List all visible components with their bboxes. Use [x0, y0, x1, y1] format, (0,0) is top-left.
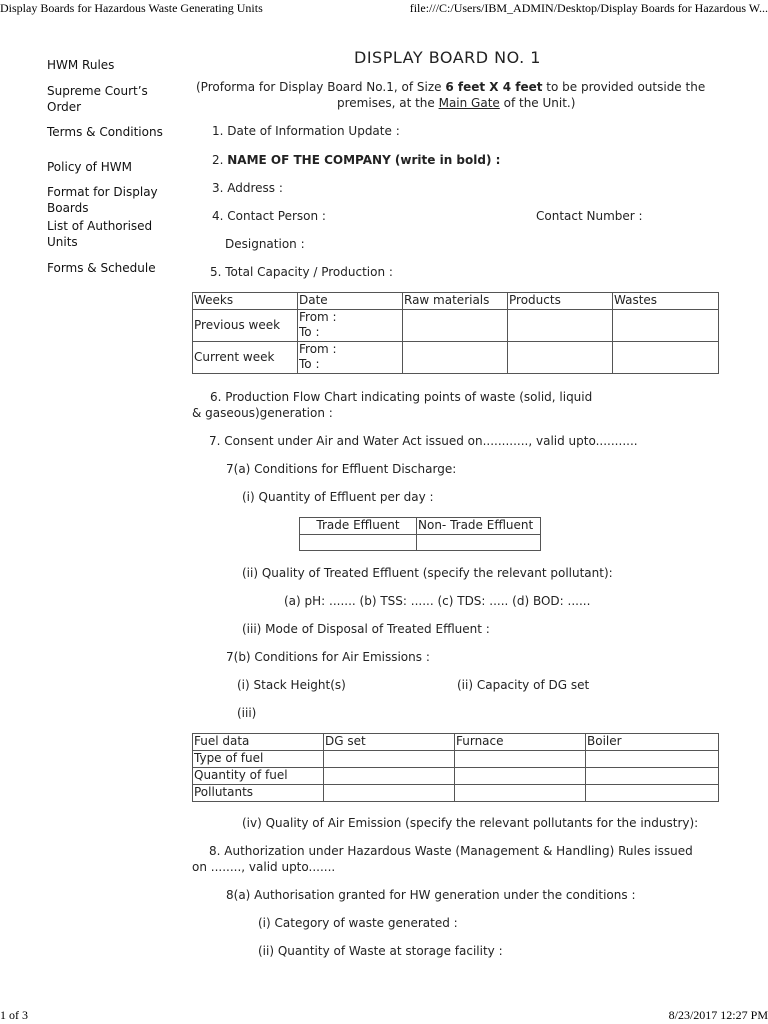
proforma-pre: (Proforma for Display Board No.1, of Size [196, 80, 446, 94]
empty-cell[interactable] [403, 342, 508, 374]
item-1-date-update: 1. Date of Information Update : [212, 124, 400, 138]
print-footer-page: 1 of 3 [0, 1008, 28, 1022]
print-footer-datetime: 8/23/2017 12:27 PM [668, 1008, 768, 1022]
col-header-products: Products [508, 293, 613, 310]
sidebar-item-authorised-units[interactable]: List of Authorised Units [47, 219, 153, 249]
date-cell [298, 310, 403, 342]
col-header-trade-effluent: Trade Effluent [300, 518, 417, 535]
table-header-row [193, 293, 719, 310]
item-7a-ii-effluent-quality: (ii) Quality of Treated Effluent (specify the relevant pollutant): [242, 566, 613, 580]
col-header-fuel-data: Fuel data [193, 734, 324, 751]
page-title: DISPLAY BOARD NO. 1 [354, 48, 541, 67]
proforma-size: 6 feet X 4 feet [445, 80, 543, 94]
proforma-line-1 [196, 80, 705, 94]
proforma-post: to be provided outside the [542, 80, 706, 94]
item-2-company-name [212, 153, 500, 167]
empty-cell[interactable] [324, 751, 455, 768]
item-3-address: 3. Address : [212, 181, 283, 195]
item-8-authorization-line-1: 8. Authorization under Hazardous Waste (Management & Handling) Rules issued [209, 844, 693, 858]
to-label: To : [299, 357, 320, 371]
table-row [300, 535, 541, 551]
proforma-line2-post: of the Unit.) [499, 96, 576, 110]
item-8a-ii-waste-quantity: (ii) Quantity of Waste at storage facility : [258, 944, 503, 958]
item-7b-ii-dg-capacity: (ii) Capacity of DG set [457, 678, 590, 692]
proforma-line-2 [337, 96, 575, 110]
row-label-pollutants: Pollutants [193, 785, 324, 802]
item-8-authorization-line-2: on ........, valid upto....... [192, 860, 336, 874]
empty-cell[interactable] [586, 768, 719, 785]
proforma-line2-pre: premises, at the [337, 96, 439, 110]
item-7b-iii: (iii) [237, 706, 257, 720]
empty-cell[interactable] [586, 785, 719, 802]
item-8a-hw-authorisation: 8(a) Authorisation granted for HW generation under the conditions : [226, 888, 636, 902]
print-header-title: Display Boards for Hazardous Waste Generating Units [0, 1, 263, 15]
item-8a-i-waste-category: (i) Category of waste generated : [258, 916, 458, 930]
item-7b-air-emissions: 7(b) Conditions for Air Emissions : [226, 650, 430, 664]
item-7b-iv-air-quality: (iv) Quality of Air Emission (specify the relevant pollutants for the industry): [242, 816, 699, 830]
effluent-parameters: (a) pH: ....... (b) TSS: ...... (c) TDS: ..... (d) BOD: ...... [284, 594, 591, 608]
week-cell: Previous week [193, 310, 298, 342]
empty-cell[interactable] [324, 785, 455, 802]
table-row [193, 785, 719, 802]
print-header-url: file:///C:/Users/IBM_ADMIN/Desktop/Display Boards for Hazardous W... [409, 1, 768, 15]
col-header-boiler: Boiler [586, 734, 719, 751]
item-7a-iii-disposal-mode: (iii) Mode of Disposal of Treated Effluent : [242, 622, 490, 636]
from-label: From : [299, 342, 337, 356]
contact-number-label: Contact Number : [536, 209, 643, 223]
item-2-number: 2. [212, 153, 228, 167]
item-5-capacity: 5. Total Capacity / Production : [210, 265, 393, 279]
item-7-consent: 7. Consent under Air and Water Act issued on............, valid upto........... [209, 434, 638, 448]
item-7b-i-stack-height: (i) Stack Height(s) [237, 678, 346, 692]
empty-cell[interactable] [455, 785, 586, 802]
from-label: From : [299, 310, 337, 324]
effluent-table [299, 517, 541, 551]
item-7a-effluent-discharge: 7(a) Conditions for Effluent Discharge: [226, 462, 457, 476]
sidebar-item-policy-of-hwm[interactable]: Policy of HWM [47, 160, 132, 174]
row-label-type-of-fuel: Type of fuel [193, 751, 324, 768]
sidebar-item-terms-conditions[interactable]: Terms & Conditions [47, 125, 163, 139]
to-label: To : [299, 325, 320, 339]
empty-cell[interactable] [508, 342, 613, 374]
empty-cell[interactable] [403, 310, 508, 342]
empty-cell[interactable] [455, 768, 586, 785]
designation-label: Designation : [225, 237, 305, 251]
fuel-data-table [192, 733, 719, 802]
item-2-label: NAME OF THE COMPANY (write in bold) : [227, 153, 501, 167]
empty-cell[interactable] [417, 535, 541, 551]
col-header-non-trade-effluent: Non- Trade Effluent [417, 518, 541, 535]
table-row [193, 310, 719, 342]
week-cell: Current week [193, 342, 298, 374]
item-7a-i-effluent-quantity: (i) Quantity of Effluent per day : [242, 490, 434, 504]
item-6-flow-chart-line-1: 6. Production Flow Chart indicating points of waste (solid, liquid [210, 390, 593, 404]
empty-cell[interactable] [300, 535, 417, 551]
col-header-raw-materials: Raw materials [403, 293, 508, 310]
table-header-row [193, 734, 719, 751]
col-header-wastes: Wastes [613, 293, 719, 310]
sidebar-item-format-display-boards[interactable]: Format for Display Boards [47, 185, 158, 215]
table-row [193, 342, 719, 374]
col-header-date: Date [298, 293, 403, 310]
empty-cell[interactable] [613, 342, 719, 374]
item-6-flow-chart-line-2: & gaseous)generation : [192, 406, 333, 420]
sidebar-item-supreme-court-order[interactable]: Supreme Court’s Order [47, 84, 148, 114]
date-cell [298, 342, 403, 374]
col-header-dg-set: DG set [324, 734, 455, 751]
production-table [192, 292, 719, 374]
item-4-contact-person: 4. Contact Person : [212, 209, 326, 223]
empty-cell[interactable] [508, 310, 613, 342]
empty-cell[interactable] [455, 751, 586, 768]
row-label-quantity-of-fuel: Quantity of fuel [193, 768, 324, 785]
empty-cell[interactable] [586, 751, 719, 768]
col-header-weeks: Weeks [193, 293, 298, 310]
table-row [193, 751, 719, 768]
main-gate-text: Main Gate [438, 96, 500, 110]
table-header-row [300, 518, 541, 535]
table-row [193, 768, 719, 785]
sidebar-item-hwm-rules[interactable]: HWM Rules [47, 58, 115, 72]
empty-cell[interactable] [324, 768, 455, 785]
sidebar-item-forms-schedule[interactable]: Forms & Schedule [47, 261, 156, 275]
col-header-furnace: Furnace [455, 734, 586, 751]
empty-cell[interactable] [613, 310, 719, 342]
